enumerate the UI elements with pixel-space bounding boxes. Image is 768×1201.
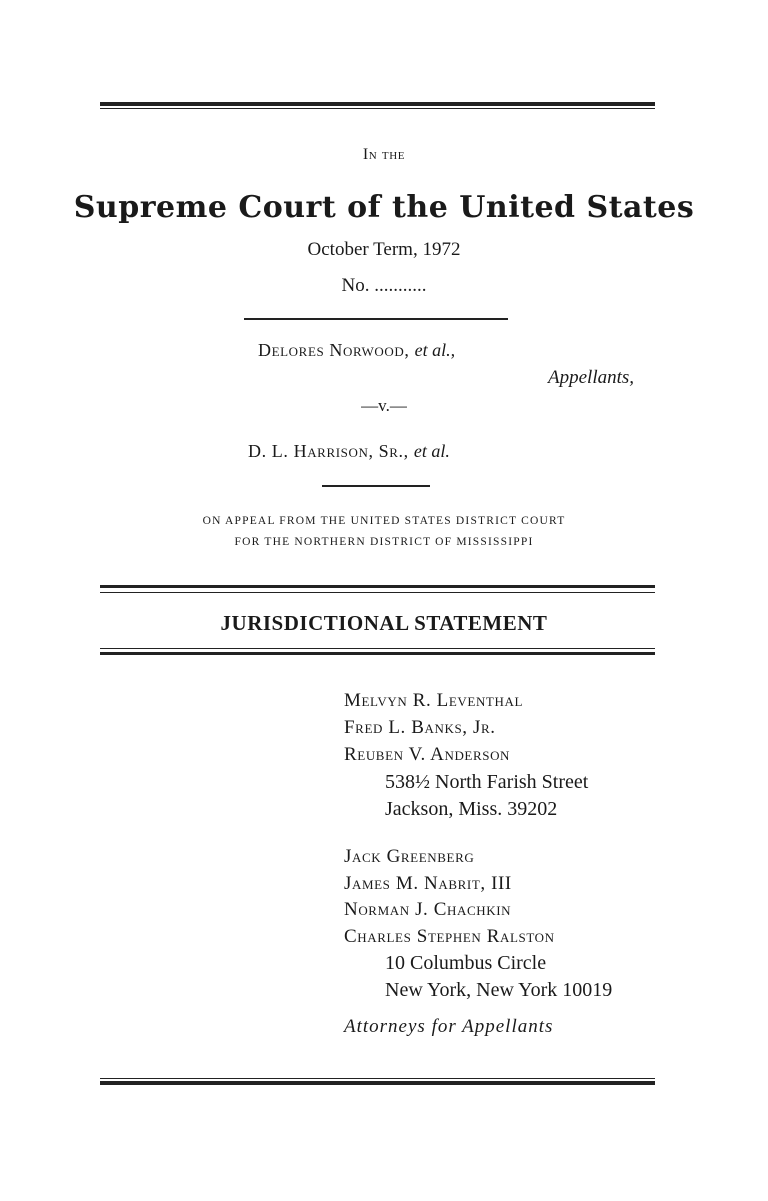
address-line: 10 Columbus Circle xyxy=(385,952,547,974)
document-title: JURISDICTIONAL STATEMENT xyxy=(220,611,548,635)
attorney-name: Charles Stephen Ralston xyxy=(344,926,555,947)
top-rule-thin xyxy=(100,108,655,109)
attorney-name: Jack Greenberg xyxy=(344,846,475,867)
short-rule xyxy=(244,318,508,320)
appellants-etal: et al., xyxy=(414,340,456,360)
term-text: October Term, 1972 xyxy=(307,239,461,260)
attorney-name: James M. Nabrit, III xyxy=(344,873,512,894)
address-line: 538½ North Farish Street xyxy=(385,771,589,793)
appellees-names: D. L. Harrison, xyxy=(248,441,379,461)
appellees-sr: Sr., xyxy=(378,441,414,461)
appellees-etal: et al. xyxy=(413,441,450,461)
bottom-rule-thin xyxy=(100,1078,655,1079)
attorney-name: Reuben V. Anderson xyxy=(344,744,511,765)
in-the-text: In the xyxy=(362,146,406,163)
case-number: No. ........... xyxy=(341,275,427,296)
appellants-names: Delores Norwood, xyxy=(258,340,415,360)
small-rule xyxy=(322,485,430,487)
address-line: New York, New York 10019 xyxy=(385,979,613,1001)
appellees-line xyxy=(248,441,450,462)
attorney-name: Fred L. Banks, Jr. xyxy=(344,717,496,738)
versus-text: —v.— xyxy=(361,396,407,415)
appellants-line xyxy=(258,340,455,361)
attorney-name: Melvyn R. Leventhal xyxy=(344,690,523,711)
address-line: Jackson, Miss. 39202 xyxy=(385,798,558,820)
attorney-name: Norman J. Chachkin xyxy=(344,899,512,920)
title-rule-top-thin xyxy=(100,592,655,593)
appellants-role: Appellants, xyxy=(548,367,635,388)
title-rule-bottom-thin xyxy=(100,648,655,649)
attorneys-role: Attorneys for Appellants xyxy=(344,1016,554,1037)
top-double-rule xyxy=(100,102,655,106)
bottom-double-rule xyxy=(100,1081,655,1085)
appeal-line-2: FOR THE NORTHERN DISTRICT OF MISSISSIPPI xyxy=(234,536,534,548)
title-rule-top-thick xyxy=(100,585,655,588)
appeal-line-1: ON APPEAL FROM THE UNITED STATES DISTRICT COURT xyxy=(202,515,566,527)
court-name: Supreme Court of the United States xyxy=(73,190,695,225)
title-rule-bottom-thick xyxy=(100,652,655,655)
